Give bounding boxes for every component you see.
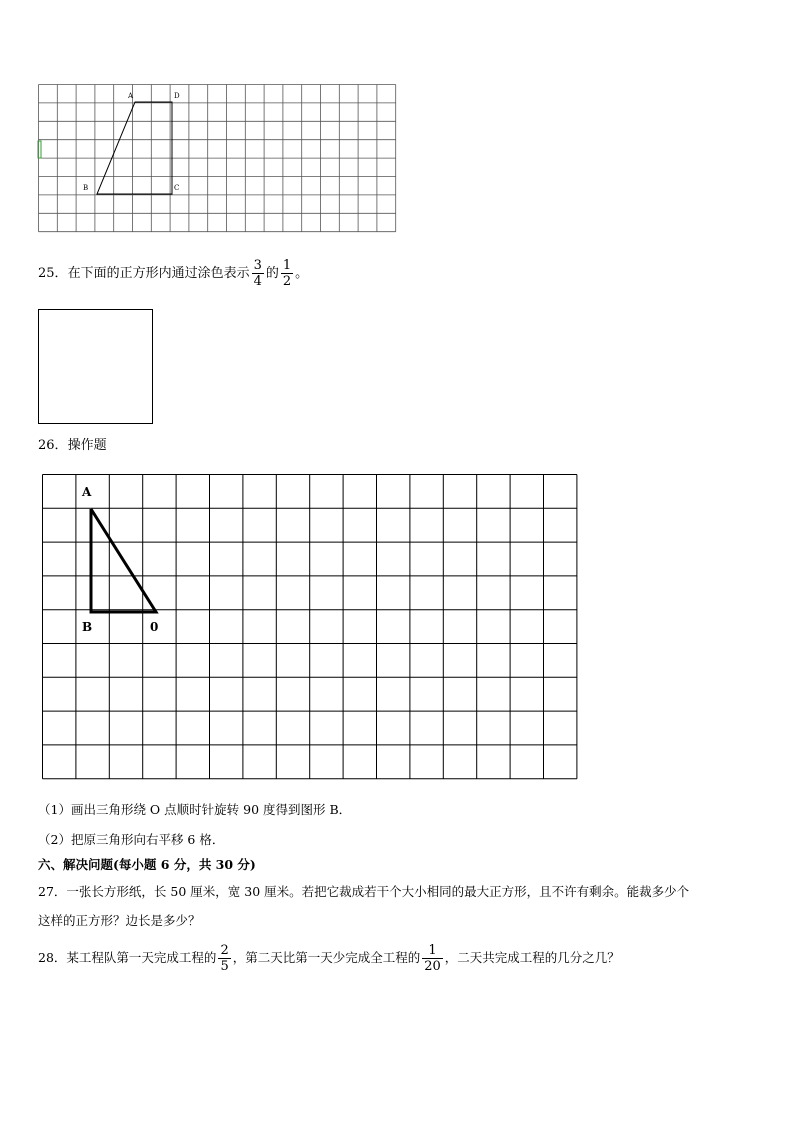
- triangle-abo: [91, 509, 156, 612]
- question-text-end: ，二天共完成工程的几分之几？: [444, 950, 620, 965]
- label-a: A: [82, 485, 92, 499]
- numerator: 2: [220, 943, 229, 958]
- q26-sub1: （1）画出三角形绕 O 点顺时针旋转 90 度得到图形 B．: [38, 802, 352, 817]
- fraction-1-20: [422, 943, 443, 974]
- denominator: 2: [282, 274, 292, 289]
- coloring-square[interactable]: [38, 309, 153, 424]
- question-number: 28: [38, 950, 54, 965]
- label-d: D: [174, 92, 180, 100]
- question-number: 26: [38, 438, 55, 453]
- label-c: C: [174, 184, 180, 192]
- section-heading: 六、解决问题(每小题 6 分，共 30 分): [38, 857, 256, 872]
- denominator: 5: [220, 959, 229, 974]
- question-number: 27: [38, 884, 54, 899]
- numerator: 3: [253, 258, 262, 273]
- grid-lines: [39, 85, 396, 232]
- label-a: A: [128, 92, 134, 100]
- grid-lines: [43, 475, 577, 779]
- label-b: B: [83, 184, 89, 192]
- question-text-mid: 的: [265, 266, 279, 281]
- label-b: B: [82, 620, 93, 634]
- question-text-line1: 一张长方形纸，长 50 厘米，宽 30 厘米。若把它裁成若干个大小相同的最大正方形，且不许有剩余。能裁多少个: [66, 884, 690, 899]
- denominator: 4: [253, 274, 262, 289]
- grid-figure-triangle: [40, 472, 580, 782]
- question-text: 在下面的正方形内通过涂色表示: [67, 266, 250, 281]
- fraction-2-5: [218, 943, 230, 974]
- numerator: 1: [428, 943, 437, 958]
- label-o: 0: [150, 620, 159, 634]
- numerator: 1: [282, 258, 292, 273]
- question-26: 26．操作题: [38, 438, 107, 453]
- question-text-mid: ，第二天比第一天少完成全工程的: [232, 950, 421, 965]
- fraction-3-4: [252, 258, 264, 289]
- question-25: 25．在下面的正方形内通过涂色表示 $\frac{3}{4}$ 的 $\frac{1}{2}$ 。: [38, 258, 309, 289]
- question-text-end: 。: [295, 266, 309, 281]
- question-title: 操作题: [67, 438, 107, 453]
- grid-figure-trapezoid: [36, 84, 402, 234]
- question-27-line2: 这样的正方形？边长是多少？: [38, 913, 201, 928]
- green-cell-marker: [38, 141, 41, 158]
- question-28: 28．某工程队第一天完成工程的 $\frac{2}{5}$ ，第二天比第一天少完成全工程的 $\frac{1}{20}$ ，二天共完成工程的几分之几？: [38, 943, 620, 974]
- question-number: 25: [38, 266, 55, 281]
- denominator: 20: [424, 959, 441, 974]
- question-text: 某工程队第一天完成工程的: [66, 950, 217, 965]
- trapezoid-abcd: [97, 102, 172, 194]
- fraction-1-2: [281, 258, 293, 289]
- q26-sub2: （2）把原三角形向右平移 6 格．: [38, 832, 225, 847]
- question-27: 27．一张长方形纸，长 50 厘米，宽 30 厘米。若把它裁成若干个大小相同的最大正方形，且不许有剩余。能裁多少个: [38, 884, 690, 899]
